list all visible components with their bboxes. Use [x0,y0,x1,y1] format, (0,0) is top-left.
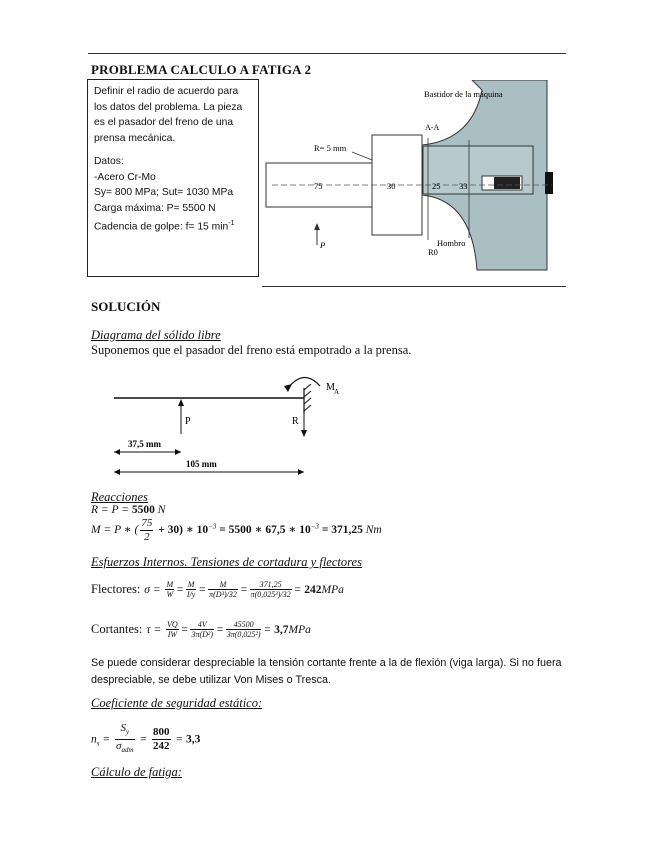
stresses-heading: Esfuerzos Internos. Tensiones de cortadura y flectores [91,555,362,569]
pin-flange [372,135,422,235]
shear-note: Se puede considerar despreciable la tensión cortante frente a la de flexión (viga larga). Si no fuera despreciable, se debe utilizar Von Mises o Tresca. [91,657,562,686]
moment-equation: M = P ∗ ( $\frac{75}{2}$ + 30) ∗ $10^{-3} = 5500$ ∗ 67,5 ∗ $10^{-3} = 371,25$ Nm [91,517,382,543]
strengths-line: Sy= 800 MPa; Sut= 1030 MPa [94,187,234,198]
end-cap [545,172,553,194]
moment-sub: A [334,388,340,396]
static-safety-equation: $n_s$ = $\frac{S_y}{\sigma_{adm}}$ = $\frac{800}{242}$ = 3,3 [91,722,201,755]
dim-37-5: 37,5 mm [128,439,161,449]
problem-data-box [87,79,259,277]
p-label: P [185,416,191,427]
reaction-equation: R = P = 5500 N [91,504,166,516]
problem-description: Definir el radio de acuerdo para los datos del problema. La pieza es el pasador del freno de una prensa mecánica. [94,86,243,144]
frame-label: Bastidor de la máquina [424,89,503,99]
pin-thread [494,177,520,189]
fbd-heading: Diagrama del sólido libre [91,328,221,342]
datos-label: Datos: [94,156,124,167]
top-rule [88,53,566,54]
shoulder-label: Hombro [437,238,466,248]
fatigue-heading: Cálculo de fatiga: [91,765,182,779]
r0-label: R0 [428,247,438,257]
r-label: R [292,416,299,427]
static-safety-heading: Coeficiente de seguridad estático: [91,696,263,710]
dim-75: 75 [314,181,323,191]
load-line: Carga máxima: P= 5500 N [94,202,216,214]
section-label: A-A [425,123,440,132]
page-title: PROBLEMA CALCULO A FATIGA 2 [91,62,312,77]
moment-arrow [288,377,320,388]
reactions-heading: Reacciones [91,490,148,504]
dim-30: 30 [387,181,396,191]
force-label: P [320,240,326,250]
moment-label: M [326,382,335,393]
section-rule [262,286,566,287]
dim-33: 33 [459,181,468,191]
cadence-line: Cadencia de golpe: f= 15 $\min^{-1}$ [94,220,235,233]
free-body-diagram [108,374,348,484]
bending-equation: Flectores: σ = $\frac{M}{W}$ = $\frac{M}{I/y}$ = $\frac{M}{\text{π(D³)/32}}$ = $\frac{371,25}{\text{π(0,025³)/32}}$ = 242MPa [91,580,344,599]
radius-label: R= 5 mm [314,143,347,153]
dim-25: 25 [432,181,441,191]
shear-equation: Cortantes: τ = $\frac{VQ}{IW}$ = $\frac{4V}{\text{3π(D²)}}$ = $\frac{45500}{\text{3π(0,025²)}}$ = 3,7MPa [91,620,311,639]
part-drawing [262,80,562,280]
dim-105: 105 mm [186,459,217,469]
solution-heading: SOLUCIÓN [91,299,161,314]
fbd-text: Suponemos que el pasador del freno está empotrado a la prensa. [91,343,412,357]
material-line: -Acero Cr-Mo [94,171,156,183]
